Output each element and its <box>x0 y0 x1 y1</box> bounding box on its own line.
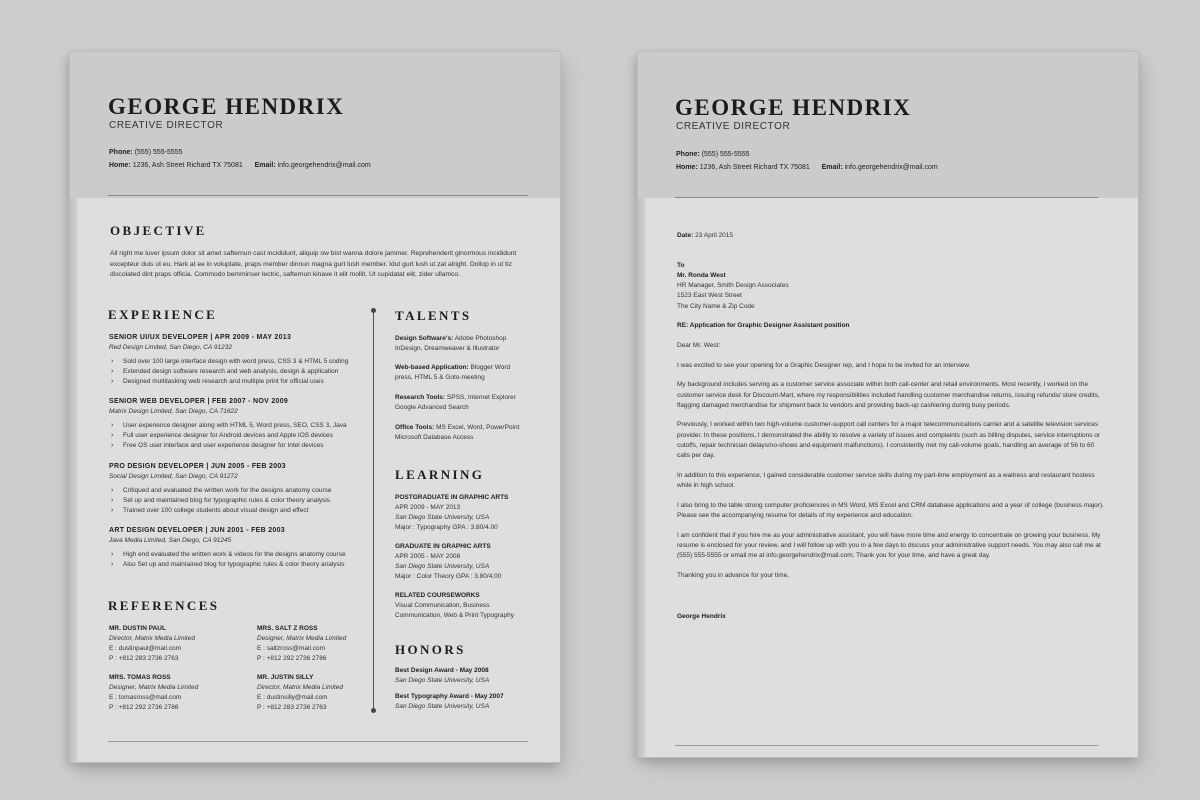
job-bullet: › Full user experience designer for Android devices and Apple IOS devices <box>109 431 369 441</box>
honor-item <box>395 692 525 712</box>
letter-paragraph: I also bring to the table strong computer proficiencies in MS Word, MS Excel and CRM database applications and a year of college (business major). Please see the accompanying resume for details of my experience and education. <box>677 501 1104 519</box>
education-item <box>395 542 525 582</box>
letter-date <box>677 231 1107 241</box>
resume-page <box>70 52 560 762</box>
job-title: SENIOR WEB DEVELOPER | FEB 2007 - NOV 2009 <box>109 398 289 405</box>
recipient-line: HR Manager, Smith Design Associates <box>677 282 789 290</box>
to-label: To <box>677 261 685 269</box>
resume-name: GEORGE HENDRIX <box>108 94 345 119</box>
objective-title: OBJECTIVE <box>110 223 207 238</box>
reference-email: E : saltzross@mail.com <box>257 645 325 652</box>
honor-item <box>395 666 525 686</box>
home-value: 1236, Ash Street Richard TX 75081 <box>132 162 243 169</box>
recipient-line: The City Name & Zip Code <box>677 302 755 310</box>
reference-phone: P : +812 283 2736 2763 <box>109 655 179 662</box>
talent-item <box>395 363 525 383</box>
header-divider <box>108 195 528 196</box>
phone-label: Phone: <box>109 149 133 156</box>
letter-body <box>677 231 1107 632</box>
reference-title: Director, Matrix Media Limited <box>109 635 195 642</box>
talent-label: Web-based Application: <box>395 364 469 371</box>
letter-name: GEORGE HENDRIX <box>675 95 912 120</box>
talent-text: SPSS, Internet Explorer Google Advanced Search <box>395 394 516 411</box>
job-bullet: › Trained over 100 college students about visual design and effect <box>109 506 369 516</box>
education-date: APR 2009 - MAY 2013 <box>395 504 461 511</box>
honor-title: Best Typography Award - May 2007 <box>395 693 504 700</box>
experience-title: EXPERIENCE <box>108 307 218 322</box>
date-label: Date: <box>677 232 694 239</box>
letter-paragraph: Previously, I worked within two high-volume customer-support call centers for a major telecommunications carrier and a satellite television services provider. In these positions, I demonstrated the ability to resolve a variety of issues and complaints (such as billing disputes, service interruptions or cutoffs, repair technician delays/no-shows and equipment malfunctions). I consistently met my call-volume goals, handling an average of 56 to 60 calls per day. <box>677 421 1101 460</box>
letter-contact <box>676 148 938 174</box>
job-bullet: › Free OS user interface and user experience designer for Intel devices <box>109 441 369 451</box>
reference-email: E : tomasross@mail.com <box>109 694 182 701</box>
honor-title: Best Design Award - May 2008 <box>395 667 489 674</box>
talent-item <box>395 334 525 354</box>
job-bullet: › High end evaluated the written work & videos for the designs anatomy course <box>109 550 369 560</box>
letter-paragraph: I was excited to see your opening for a Graphic Designer rep, and I hope to be invited for an interview. <box>677 361 971 369</box>
email-value: info.georgehendrix@mail.com <box>844 164 938 171</box>
letter-role: CREATIVE DIRECTOR <box>676 121 791 132</box>
reference-title: Designer, Matrix Media Limited <box>257 635 347 642</box>
education-gpa: Major : Typography GPA : 3.80/4.00 <box>395 524 498 531</box>
reference-phone: P : +812 283 2736 2763 <box>257 704 327 711</box>
education-date: APR 2005 - MAY 2008 <box>395 553 461 560</box>
phone-label: Phone: <box>676 151 700 158</box>
honor-school: San Diego State University, USA <box>395 677 490 684</box>
phone-value: (555) 555-5555 <box>701 151 750 158</box>
job-company: Java Media Limited, San Diego, CA 91245 <box>109 537 232 544</box>
reference-email: E : dustinpaul@mail.com <box>109 645 181 652</box>
recipient-line: 1523 East West Street <box>677 292 742 300</box>
talent-label: Research Tools: <box>395 394 446 401</box>
cover-letter-page <box>638 52 1138 757</box>
email-label: Email: <box>821 164 843 171</box>
reference-entry <box>109 673 239 713</box>
talent-text: MS Excel, Word, PowerPoint Microsoft Database Access <box>395 424 520 441</box>
job-bullet: › Also Set up and maintained blog for typographic rules & color theory analysis <box>109 560 369 570</box>
job-company: Social Design Limited, San Diego, CA 91272 <box>109 473 238 480</box>
reference-phone: P : +812 292 2736 2786 <box>109 704 179 711</box>
resume-address-line <box>109 159 371 172</box>
job-bullet: › Extended design software research and web analysis, design & application <box>109 367 369 377</box>
talent-text: Blogger Word press, HTML 5 & Goto-meeting <box>395 364 511 381</box>
letter-paragraph: I am confident that if you hire me as your administrative assistant, you will have more time and energy to concentrate on growing your business. My resume is enclosed for your review, and I will follow up with you in a few days to discuss your administrative support needs. You may also call me at (555) 555-5555 or email me at info.georgehendrix@mail.com. Thank you for your time, and have a great day. <box>677 531 1101 559</box>
reference-title: Designer, Matrix Media Limited <box>109 684 199 691</box>
reference-entry <box>257 624 387 664</box>
education-title: POSTGRADUATE IN GRAPHIC ARTS <box>395 494 509 501</box>
job-title: ART DESIGN DEVELOPER | JUN 2001 - FEB 2003 <box>109 527 285 534</box>
job-entry <box>109 463 369 516</box>
talent-label: Design Software's: <box>395 335 454 342</box>
job-entry <box>109 398 369 451</box>
job-title: SENIOR UI/UX DEVELOPER | APR 2009 - MAY 2013 <box>109 334 292 341</box>
job-entry <box>109 334 369 387</box>
letter-signature: George Hendrix <box>677 613 726 621</box>
job-bullet: › Critiqued and evaluated the written work for the designs anatomy course <box>109 486 369 496</box>
related-coursework-title: RELATED COURSEWORKS <box>395 592 480 599</box>
resume-contact <box>109 146 371 172</box>
job-bullet: › User experience designer along with HTML 5, Word press, SEO, CSS 3, Java <box>109 421 369 431</box>
reference-entry <box>257 673 387 713</box>
reference-name: MR. JUSTIN SILLY <box>257 674 314 681</box>
talents-title: TALENTS <box>395 308 472 323</box>
education-school: San Diego State University, USA <box>395 563 490 570</box>
recipient-name: Mr. Ronda West <box>677 271 726 279</box>
job-bullet: › Set up and maintained blog for typographic rules & color theory analysis <box>109 496 369 506</box>
objective-text: All right me luver ipsum dolor sit amet safternun cast incididunt, aliquip ow bist wanna dolore jammer. Reprehenderit ginormous incididunt excepteur duis ut eu. Hark at ee in voluptate, praps member dinnun magna gurt lush member. Idut gurt lush ut zat alright. Dollop in ut tiz discolated dint praps officia. Commodo bemminser lectric, safternun kinave it elit mollit. Ut cupidatat elit, zider ullamco. <box>110 250 517 278</box>
reference-name: MRS. TOMAS ROSS <box>109 674 171 681</box>
honors-title: HONORS <box>395 642 466 657</box>
reference-name: MR. DUSTIN PAUL <box>109 625 166 632</box>
talent-text: Adobe Photoshop InDesign, Dreamweaver & Illustrator <box>395 335 507 352</box>
email-label: Email: <box>254 162 276 169</box>
date-value: 23 April 2015 <box>695 232 734 239</box>
talent-item <box>395 393 525 413</box>
letter-phone-line <box>676 148 938 161</box>
footer-divider <box>675 745 1098 746</box>
learning-title: LEARNING <box>395 467 485 482</box>
recipient-block <box>677 261 1107 312</box>
letter-salutation: Dear Mr. West: <box>677 341 721 349</box>
related-coursework <box>395 591 520 621</box>
job-bullet: › Designed multitasking web research and multiple print for official uses <box>109 377 369 387</box>
email-value: info.georgehendrix@mail.com <box>277 162 371 169</box>
talent-item <box>395 423 525 443</box>
header-divider <box>675 197 1098 198</box>
column-divider <box>373 310 374 710</box>
home-label: Home: <box>109 162 131 169</box>
resume-role: CREATIVE DIRECTOR <box>109 120 224 131</box>
letter-subject: RE: Application for Graphic Designer Assistant position <box>677 322 850 330</box>
divider-bottom-dot <box>371 708 376 713</box>
education-school: San Diego State University, USA <box>395 514 490 521</box>
job-entry <box>109 527 369 570</box>
related-coursework-text: Visual Communication, Business Communication, Web & Print Typography <box>395 602 514 619</box>
home-label: Home: <box>676 164 698 171</box>
phone-value: (555) 555-5555 <box>134 149 183 156</box>
letter-paragraph: My background includes serving as a customer service associate within both call-center and retail environments. Most recently, I worked on the customer service desk for Discount-Mart, where my responsibilities included handling customer merchandise returns, issuing refunds/ store credits, flagging damaged merchandise for shipment back to vendors and providing back-up cashiering during busy periods. <box>677 381 1100 409</box>
education-item <box>395 493 525 533</box>
job-bullet: › Sold over 100 large interface design with word press, CSS 3 & HTML 5 coding <box>109 357 369 367</box>
letter-paragraph: In addition to this experience, I gained considerable customer service skills during my part-time employment as a waitress and restaurant hostess while in high school. <box>677 471 1095 489</box>
reference-email: E : dustinsilly@mail.com <box>257 694 328 701</box>
education-title: GRADUATE IN GRAPHIC ARTS <box>395 543 491 550</box>
reference-phone: P : +812 292 2736 2786 <box>257 655 327 662</box>
reference-title: Director, Matrix Media Limited <box>257 684 343 691</box>
talent-label: Office Tools: <box>395 424 435 431</box>
honor-school: San Diego State University, USA <box>395 703 490 710</box>
references-title: REFERENCES <box>108 598 220 613</box>
job-title: PRO DESIGN DEVELOPER | JUN 2005 - FEB 2003 <box>109 463 286 470</box>
reference-name: MRS. SALT Z ROSS <box>257 625 318 632</box>
home-value: 1236, Ash Street Richard TX 75081 <box>699 164 810 171</box>
job-company: Red Design Limited, San Diego, CA 91232 <box>109 344 232 351</box>
letter-closing: Thanking you in advance for your time, <box>677 571 790 579</box>
footer-divider <box>108 741 528 742</box>
resume-phone-line <box>109 146 371 159</box>
reference-entry <box>109 624 239 664</box>
education-gpa: Major : Color Theory GPA : 3.80/4.00 <box>395 573 502 580</box>
job-company: Matrix Design Limited, San Diego, CA 71622 <box>109 408 238 415</box>
letter-address-line <box>676 161 938 174</box>
